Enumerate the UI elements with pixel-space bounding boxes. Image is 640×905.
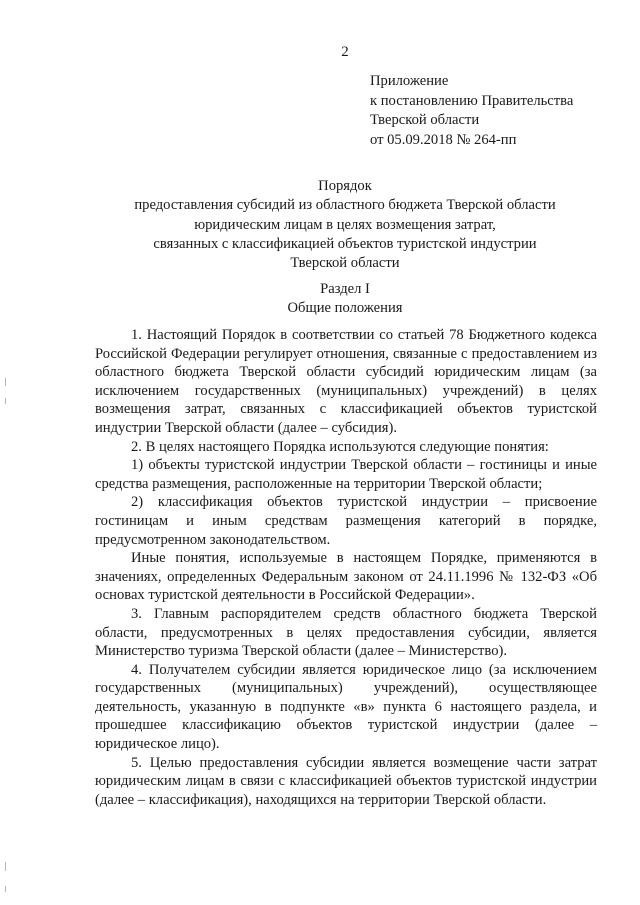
- appendix-line-1: Приложение: [370, 73, 449, 89]
- title-line-4: Тверской области: [290, 255, 400, 272]
- title-line-1: предоставления субсидий из областного бюджета Тверской области: [134, 197, 556, 214]
- title-heading: Порядок: [318, 178, 372, 194]
- paragraph-2-item-2: 2) классификация объектов туристской индустрии – присвоение гостиницам и иным средствам размещения категорий в порядке, предусмотренном законодательством.: [95, 494, 597, 548]
- scan-mark: [5, 862, 6, 871]
- title-line-3: связанных с классификацией объектов туристской индустрии: [153, 235, 537, 252]
- document-body: [95, 326, 597, 809]
- section-name: Общие положения: [287, 300, 403, 317]
- paragraph-5: 5. Целью предоставления субсидии является возмещение части затрат юридическим лицам в связи с классификацией объектов туристской индустрии (далее – классификация), находящихся на территории Тверской области.: [95, 754, 597, 808]
- section-number: Раздел I: [320, 281, 370, 297]
- paragraph-3: 3. Главным распорядителем средств областного бюджета Тверской области, предусмотренных в целях предоставления субсидии, является Министерство туризма Тверской области (далее – Министерство).: [95, 605, 597, 660]
- appendix-line-3: Тверской области: [370, 112, 480, 128]
- paragraph-1: 1. Настоящий Порядок в соответствии со статьей 78 Бюджетного кодекса Российской Федерации регулирует отношения, связанные с предоставлением из областного бюджета Тверской области субсидий юридическим лицам (за исключением государственных (муниципальных) учреждений) в целях возмещения затрат, связанных с классификацией объектов туристской индустрии Тверской области (далее – субсидия).: [95, 327, 597, 436]
- title-line-2: юридическим лицам в целях возмещения затрат,: [194, 216, 496, 233]
- appendix-line-2: к постановлению Правительства: [370, 92, 574, 109]
- paragraph-2: 2. В целях настоящего Порядка используются следующие понятия:: [131, 438, 549, 455]
- paragraph-4: 4. Получателем субсидии является юридическое лицо (за исключением государственных (муниципальных) учреждений), осуществляющее деятельность, указанную в подпункте «в» пункта 6 настоящего раздела, и прошедшее классификацию объектов туристской индустрии (далее – юридическое лицо).: [95, 661, 597, 753]
- scan-mark: [5, 398, 6, 404]
- appendix-block: [370, 72, 573, 150]
- paragraph-2-item-1: 1) объекты туристской индустрии Тверской области – гостиницы и иные средства размещения, расположенные на территории Тверской области;: [95, 457, 597, 492]
- document-title: [85, 177, 605, 273]
- section-heading: [85, 280, 605, 319]
- page-number: 2: [341, 44, 349, 60]
- paragraph-definitions-note: Иные понятия, используемые в настоящем Порядке, применяются в значениях, определенных Федеральным законом от 24.11.1996 № 132-ФЗ «Об основах туристской деятельности в Российской Федерации».: [95, 550, 597, 604]
- scan-mark: [5, 886, 6, 892]
- appendix-line-4: от 05.09.2018 № 264-пп: [370, 131, 517, 148]
- scan-mark: [5, 378, 6, 386]
